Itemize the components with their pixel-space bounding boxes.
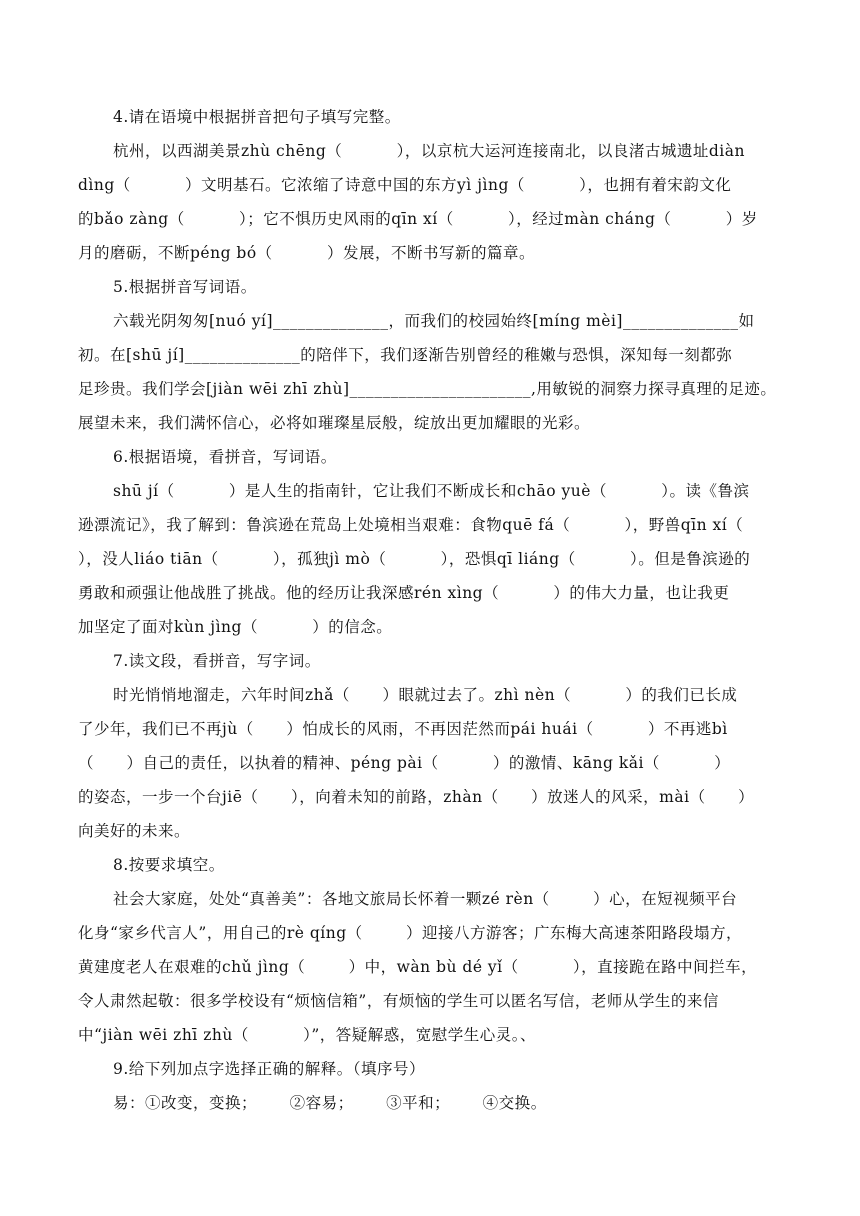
paragraph-line: 六载光阴匆匆[nuó yí]______________，而我们的校园始终[míng mèi]______________如 [113,312,755,330]
paragraph-line: 中“jiàn wēi zhī zhù（ ）”，答疑解惑，宽慰学生心灵。、 [78,1026,537,1044]
paragraph-line: 化身“家乡代言人”，用自己的rè qíng（ ）迎接八方游客；广东梅大高速茶阳路段塌方， [78,924,743,942]
paragraph-line: 社会大家庭，处处“真善美”：各地文旅局长怀着一颗zé rèn（ ）心，在短视频平台 [113,890,738,908]
paragraph-line: shū jí（ ）是人生的指南针，它让我们不断成长和chāo yuè（ ）。读《鲁滨 [113,482,750,500]
paragraph-line: ），没人liáo tiān（ ），孤独jì mò（ ），恐惧qī liáng（ ）。但是鲁滨逊的 [78,550,751,568]
paragraph-line: dìng（ ）文明基石。它浓缩了诗意中国的东方yì jìng（ ），也拥有着宋韵文化 [78,176,732,194]
paragraph-line: 了少年，我们已不再jù（ ）怕成长的风雨，不再因茫然而pái huái（ ）不再逃bì [78,720,728,738]
paragraph-line: 展望未来，我们满怀信心，必将如璀璨星辰般，绽放出更加耀眼的光彩。 [78,414,591,432]
paragraph-line: 初。在[shū jí]______________的陪伴下，我们逐渐告别曾经的稚嫩与恐惧，深知每一刻都弥 [78,346,733,364]
paragraph-line: 月的磨砺，不断péng bó（ ）发展，不断书写新的篇章。 [78,244,535,262]
question-heading: 8.按要求填空。 [113,856,225,874]
question-heading: 7.读文段，看拼音，写字词。 [113,652,321,670]
paragraph-line: 的姿态，一步一个台jiē（ ），向着未知的前路，zhàn（ ）放迷人的风采，mài（ ） [78,788,755,806]
paragraph-line: 逊漂流记》，我了解到：鲁滨逊在荒岛上处境相当艰难：食物quē fá（ ），野兽qīn xí（ [78,516,744,534]
paragraph-line: 向美好的未来。 [78,822,191,840]
paragraph-line: 加坚定了面对kùn jìng（ ）的信念。 [78,618,393,636]
paragraph-line: 勇敢和顽强让他战胜了挑战。他的经历让我深感rén xìng（ ）的伟大力量，也让我更 [78,584,730,602]
paragraph-line: 时光悄悄地溜走，六年时间zhǎ（ ）眼就过去了。zhì nèn（ ）的我们已长成 [113,686,738,704]
document-content [78,100,818,1120]
question-heading: 5.根据拼音写词语。 [113,278,257,296]
question-heading: 9.给下列加点字选择正确的解释。（填序号） [113,1060,426,1078]
paragraph-line: 足珍贵。我们学会[jiàn wēi zhī zhù]______________________,用敏锐的洞察力探寻真理的足迹。 [78,380,777,398]
paragraph-line: 易：①改变，变换； ②容易； ③平和； ④交换。 [113,1094,547,1112]
paragraph-line: （ ）自己的责任，以执着的精神、péng pài（ ）的激情、kāng kǎi（ ） [78,754,731,772]
paragraph-line: 杭州，以西湖美景zhù chēng（ ），以京杭大运河连接南北，以良渚古城遗址diàn [113,142,745,160]
paragraph-line: 令人肃然起敬：很多学校设有“烦恼信箱”，有烦恼的学生可以匿名写信，老师从学生的来信 [78,992,719,1010]
question-heading: 4.请在语境中根据拼音把句子填写完整。 [113,108,401,126]
paragraph-line: 黄建度老人在艰难的chǔ jìng（ ）中，wàn bù dé yǐ（ ），直接跪在路中间拦车， [78,958,758,976]
paragraph-line: 的bǎo zàng（ ）；它不惧历史风雨的qīn xí（ ），经过màn cháng（ ）岁 [78,210,758,228]
question-heading: 6.根据语境，看拼音，写词语。 [113,448,337,466]
